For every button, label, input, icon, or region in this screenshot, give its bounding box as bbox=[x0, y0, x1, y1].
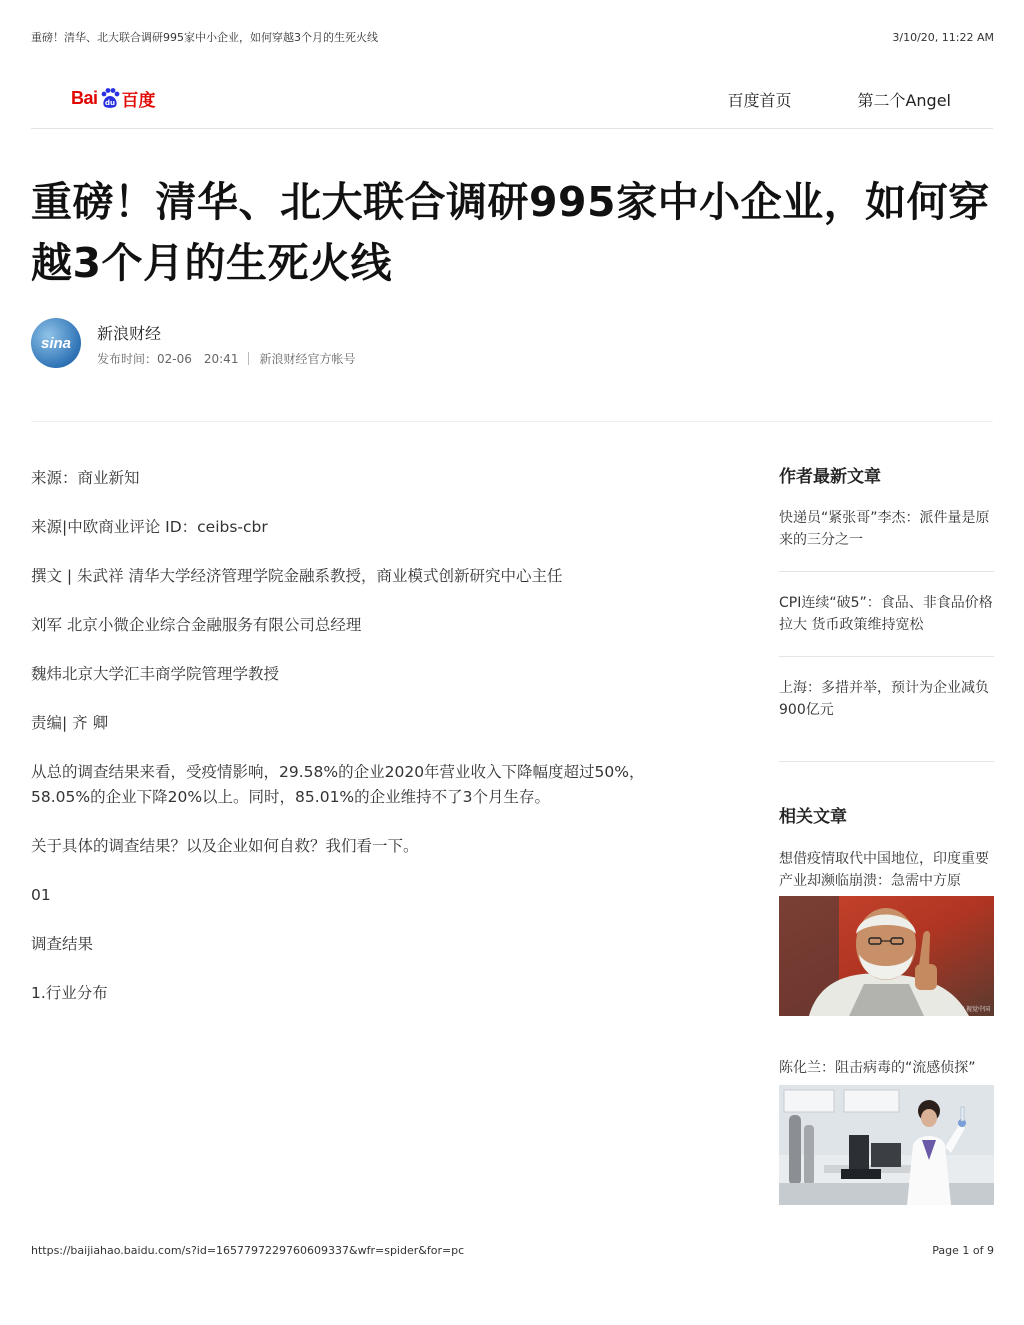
page-url: https://baijiahao.baidu.com/s?id=1657797229760609337&wfr=spider&for=pc bbox=[31, 1243, 465, 1257]
lab-photo-icon bbox=[779, 1085, 994, 1205]
latest-article-link[interactable]: 快递员“紧张哥”李杰：派件量是原来的三分之一 bbox=[779, 510, 990, 548]
article-paragraph: 来源|中欧商业评论 ID：ceibs-cbr bbox=[31, 518, 268, 536]
latest-article-link[interactable]: CPI连续“破5”：食品、非食品价格拉大 货币政策维持宽松 bbox=[779, 595, 993, 633]
latest-articles-heading: 作者最新文章 bbox=[779, 467, 881, 487]
author-account-type: 新浪财经官方帐号 bbox=[259, 352, 356, 366]
article-paragraph: 魏炜北京大学汇丰商学院管理学教授 bbox=[31, 665, 280, 683]
sidebar-divider bbox=[779, 761, 994, 762]
baidu-paw-icon bbox=[99, 87, 121, 109]
publish-time: 发布时间：02-06 20:41 bbox=[97, 352, 239, 366]
author-name[interactable]: 新浪财经 bbox=[97, 324, 162, 343]
baidu-logo[interactable] bbox=[71, 82, 156, 114]
related-article-link[interactable]: 陈化兰：阻击病毒的“流感侦探” bbox=[779, 1060, 976, 1076]
related-article-link[interactable]: 想借疫情取代中国地位，印度重要产业却濒临崩溃：急需中方原 bbox=[779, 851, 989, 889]
top-bar bbox=[31, 78, 993, 129]
related-article-image[interactable] bbox=[779, 896, 994, 1016]
section-number: 01 bbox=[31, 886, 51, 904]
print-page-title: 重磅！清华、北大联合调研995家中小企业，如何穿越3个月的生死火线 bbox=[31, 31, 378, 44]
avatar-text: sina bbox=[40, 334, 71, 352]
article-paragraph: 从总的调查结果来看，受疫情影响，29.58%的企业2020年营业收入下降幅度超过50%，58.05%的企业下降20%以上。同时，85.01%的企业维持不了3个月生存。 bbox=[31, 763, 645, 806]
meta-divider bbox=[248, 352, 249, 365]
print-footer bbox=[31, 1243, 994, 1257]
sidebar bbox=[779, 462, 994, 1205]
author-block bbox=[31, 318, 531, 370]
article-paragraph: 责编| 齐 卿 bbox=[31, 714, 109, 732]
print-header bbox=[31, 30, 994, 44]
article-paragraph: 来源：商业新知 bbox=[31, 469, 140, 487]
article-paragraph: 刘军 北京小微企业综合金融服务有限公司总经理 bbox=[31, 616, 362, 634]
article-paragraph: 关于具体的调查结果？以及企业如何自救？我们看一下。 bbox=[31, 837, 419, 855]
latest-article-link[interactable]: 上海：多措并举，预计为企业减负900亿元 bbox=[779, 680, 989, 718]
sidebar-divider bbox=[779, 656, 994, 657]
svg-text:du: du bbox=[104, 99, 115, 107]
subsection-heading: 1.行业分布 bbox=[31, 984, 108, 1002]
top-nav bbox=[727, 88, 951, 111]
section-heading: 调查结果 bbox=[31, 935, 94, 953]
article-title: 重磅！清华、北大联合调研995家中小企业，如何穿越3个月的生死火线 bbox=[31, 178, 990, 287]
photo-credit: 图虫网 / 视觉中国 bbox=[942, 1006, 990, 1013]
nav-baidu-home[interactable]: 百度首页 bbox=[727, 91, 792, 110]
portrait-photo-icon bbox=[779, 896, 994, 1016]
author-avatar[interactable] bbox=[31, 318, 81, 368]
header-divider bbox=[31, 421, 993, 422]
article-paragraph: 撰文 | 朱武祥 清华大学经济管理学院金融系教授，商业模式创新研究中心主任 bbox=[31, 567, 563, 585]
author-meta bbox=[97, 350, 355, 367]
sidebar-divider bbox=[779, 571, 994, 572]
page-number: Page 1 of 9 bbox=[932, 1243, 994, 1257]
article-body bbox=[31, 466, 691, 1006]
related-articles-heading: 相关文章 bbox=[779, 807, 847, 827]
print-datetime: 3/10/20, 11:22 AM bbox=[892, 30, 994, 44]
baidu-logo-chinese: 百度 bbox=[121, 90, 156, 111]
nav-second-angel[interactable]: 第二个Angel bbox=[857, 91, 951, 110]
related-article-image[interactable] bbox=[779, 1085, 994, 1205]
baidu-logo-latin: Bai bbox=[71, 87, 98, 108]
